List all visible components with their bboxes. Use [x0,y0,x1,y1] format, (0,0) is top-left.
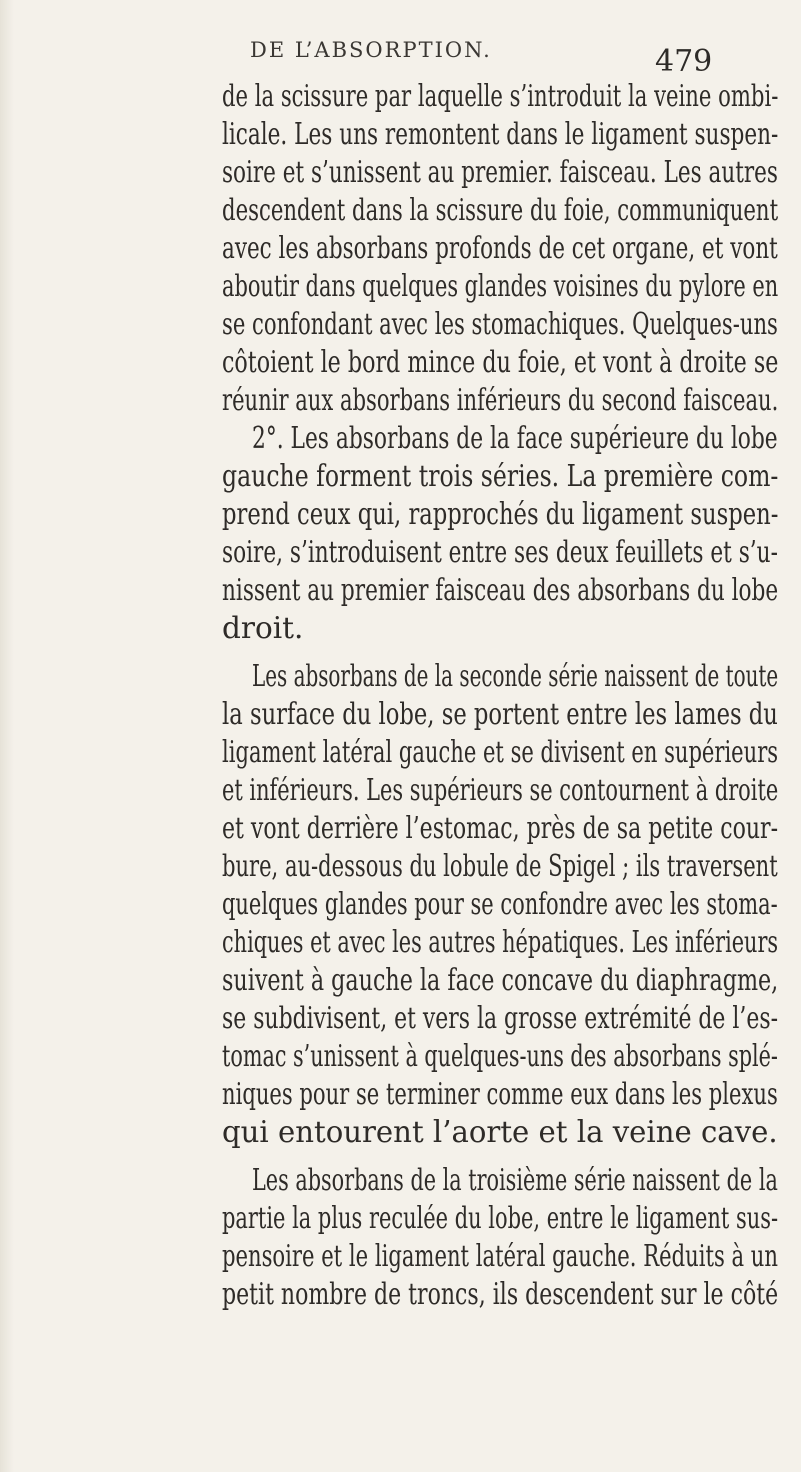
text-line: pensoire et le ligament latéral gauche. Réduits à un [222,1239,778,1273]
text-line: se subdivisent, et vers la grosse extrémité de l’es- [222,1001,778,1035]
text-line: soire et s’unissent au premier. faisceau. Les autres [222,155,778,189]
text-line: avec les absorbans profonds de cet organe, et vont [222,231,778,265]
text-line: licale. Les uns remontent dans le ligament suspen- [222,117,779,151]
text-line: droit. [222,611,304,645]
text-line: Les absorbans de la seconde série naissent de toute [252,659,779,693]
page-gutter-shadow [0,0,14,1472]
text-line: prend ceux qui, rapprochés du ligament suspen- [222,497,779,531]
text-line: ligament latéral gauche et se divisent en supérieurs [222,735,779,769]
page-number: 479 [655,44,713,79]
text-line: chiques et avec les autres hépatiques. Les inférieurs [222,925,779,959]
text-line: nissent au premier faisceau des absorbans du lobe [222,573,779,607]
text-line: partie la plus reculée du lobe, entre le ligament sus- [222,1201,779,1235]
text-line: niques pour se terminer comme eux dans les plexus [222,1077,778,1111]
text-line: tomac s’unissent à quelques-uns des absorbans splé- [222,1039,778,1073]
text-line: quelques glandes pour se confondre avec les stoma- [222,887,778,921]
text-line: aboutir dans quelques glandes voisines du pylore en [222,269,779,303]
text-line: la surface du lobe, se portent entre les lames du [222,697,778,731]
text-line: réunir aux absorbans inférieurs du second faisceau. [222,383,779,417]
text-line: bure, au-dessous du lobule de Spigel ; ils traversent [222,849,778,883]
text-line: côtoient le bord mince du foie, et vont à droite se [222,345,779,379]
text-line: de la scissure par laquelle s’introduit la veine ombi- [222,79,779,113]
text-line: et vont derrière l’estomac, près de sa petite cour- [222,811,779,845]
text-line: gauche forment trois séries. La première com- [222,459,779,493]
text-line: et inférieurs. Les supérieurs se contournent à droite [222,773,779,807]
running-title: DE L’ABSORPTION. [250,38,492,62]
text-line: descendent dans la scissure du foie, communiquent [222,193,779,227]
text-line: soire, s’introduisent entre ses deux feuillets et s’u- [222,535,778,569]
text-line: Les absorbans de la troisième série naissent de la [252,1163,778,1197]
text-line: petit nombre de troncs, ils descendent sur le côté [222,1277,779,1311]
text-line: suivent à gauche la face concave du diaphragme, [222,963,779,997]
text-line: se confondant avec les stomachiques. Quelques-uns [222,307,778,341]
text-line: 2°. Les absorbans de la face supérieure du lobe [252,421,778,455]
text-line: qui entourent l’aorte et la veine cave. [222,1115,778,1149]
